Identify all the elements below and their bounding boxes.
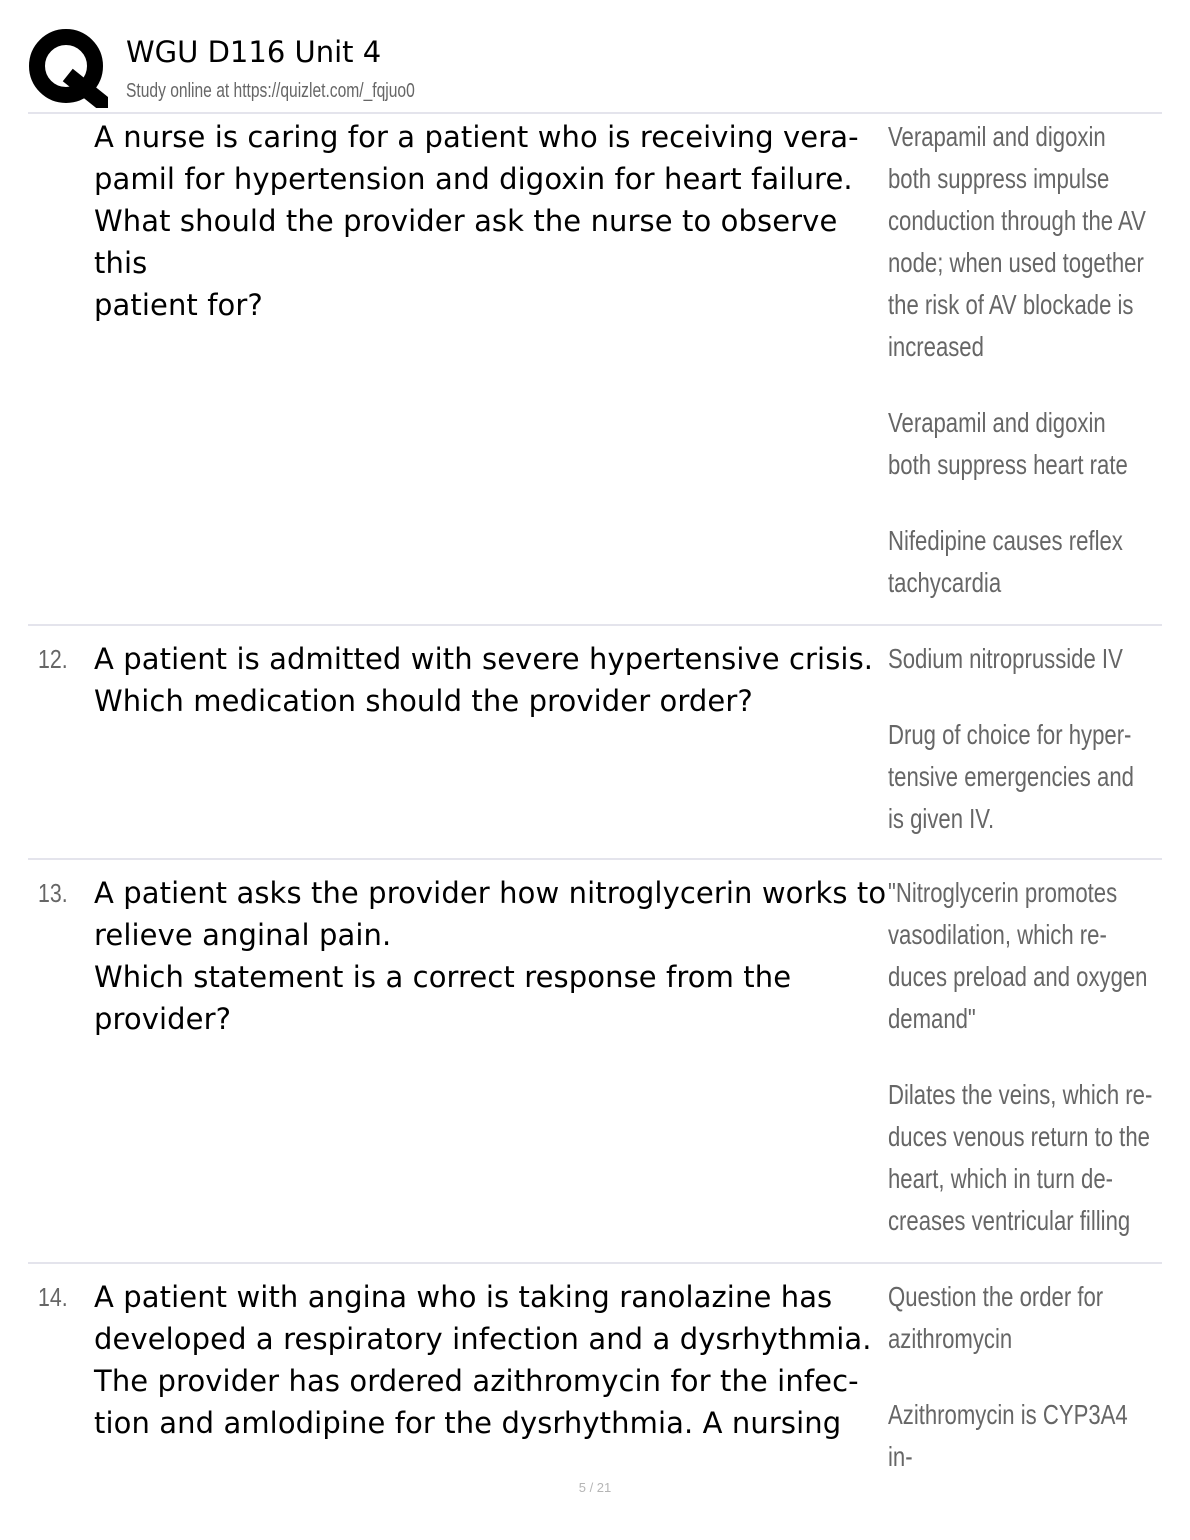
- study-online-link[interactable]: Study online at https://quizlet.com/_fqjuo0: [126, 80, 415, 102]
- flashcard-row: [28, 638, 1162, 860]
- card-answer: Verapamil and digoxin both suppress heart rate: [888, 407, 1128, 480]
- card-answer: Dilates the veins, which re- duces venous return to the heart, which in turn de- creases ventricular filling: [888, 1079, 1153, 1236]
- card-answer: Azithromycin is CYP3A4 in-: [888, 1399, 1128, 1472]
- card-question: A patient is admitted with severe hypertensive crisis. Which medication should the provider order?: [94, 642, 874, 718]
- document-title: WGU D116 Unit 4: [126, 35, 382, 69]
- quizlet-logo-icon: [28, 28, 108, 108]
- card-answers: [888, 1276, 1157, 1512]
- page-number: 5 / 21: [578, 1480, 612, 1495]
- card-question: A patient with angina who is taking ranolazine has developed a respiratory infection and a dysrhythmia. The provider has ordered azithromycin for the infec- tion and amlodipine for the dysrhythmia. A nursing: [94, 1280, 872, 1440]
- card-answer: Question the order for azithromycin: [888, 1281, 1104, 1354]
- card-answer: Drug of choice for hyper- tensive emergencies and is given IV.: [888, 719, 1134, 834]
- page-header: [28, 28, 1162, 114]
- flashcard-row: [28, 116, 1162, 626]
- card-answers: [888, 638, 1157, 874]
- card-question: A nurse is caring for a patient who is receiving vera- pamil for hypertension and digoxin for heart failure. What should the provider ask the nurse to observe this patient for?: [94, 120, 859, 322]
- card-answer: Verapamil and digoxin both suppress impulse conduction through the AV node; when used together the risk of AV blockade is increased: [888, 121, 1146, 362]
- card-number: 14.: [38, 1282, 68, 1312]
- card-number: 12.: [38, 644, 68, 674]
- card-answers: [888, 116, 1157, 638]
- flashcard-row: [28, 872, 1162, 1264]
- card-question: A patient asks the provider how nitroglycerin works to relieve anginal pain. Which statement is a correct response from the provider?: [94, 876, 887, 1036]
- card-answer: "Nitroglycerin promotes vasodilation, which re- duces preload and oxygen demand": [888, 877, 1148, 1034]
- card-answer: Nifedipine causes reflex tachycardia: [888, 525, 1123, 598]
- card-answers: [888, 872, 1157, 1276]
- card-number: 13.: [38, 878, 68, 908]
- flashcard-row: [28, 1276, 1162, 1472]
- card-answer: Sodium nitroprusside IV: [888, 643, 1123, 674]
